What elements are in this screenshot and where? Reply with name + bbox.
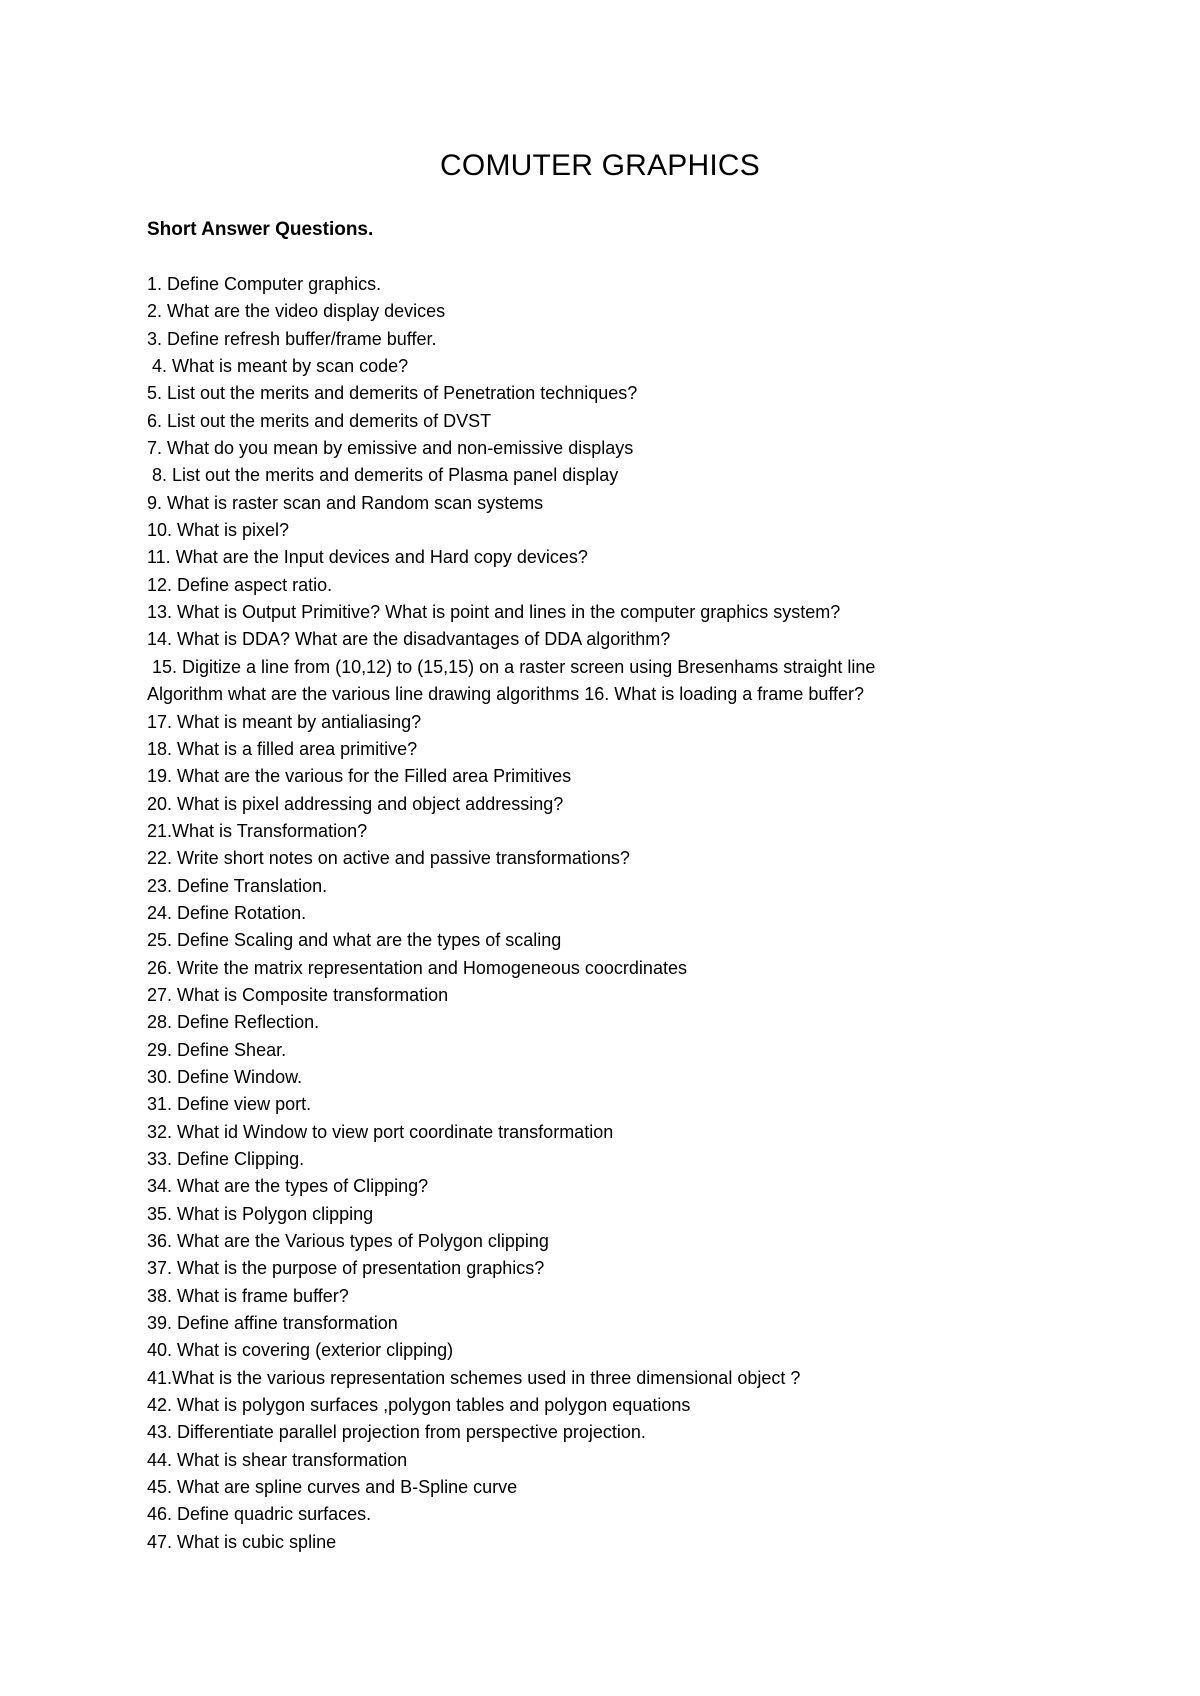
question-item: Algorithm what are the various line drawing algorithms 16. What is loading a frame buffer?	[147, 684, 865, 705]
question-item: 34. What are the types of Clipping?	[147, 1176, 429, 1197]
question-item: 42. What is polygon surfaces ,polygon tables and polygon equations	[147, 1395, 691, 1416]
question-item: 46. Define quadric surfaces.	[147, 1504, 372, 1525]
question-item: 29. Define Shear.	[147, 1039, 287, 1060]
question-item: 30. Define Window.	[147, 1066, 303, 1087]
question-item: 39. Define affine transformation	[147, 1313, 398, 1334]
question-list	[147, 271, 1147, 1556]
question-item: 44. What is shear transformation	[147, 1449, 408, 1470]
question-item: 18. What is a filled area primitive?	[147, 738, 418, 759]
question-item: 41.What is the various representation schemes used in three dimensional object ?	[147, 1367, 801, 1388]
question-item: 40. What is covering (exterior clipping)	[147, 1340, 454, 1361]
question-item: 45. What are spline curves and B-Spline curve	[147, 1477, 518, 1498]
question-item: 38. What is frame buffer?	[147, 1285, 349, 1306]
question-item: 23. Define Translation.	[147, 875, 328, 896]
question-item: 9. What is raster scan and Random scan systems	[147, 492, 544, 513]
question-item: 2. What are the video display devices	[147, 301, 446, 322]
question-item: 13. What is Output Primitive? What is point and lines in the computer graphics system?	[147, 602, 841, 623]
question-item: 20. What is pixel addressing and object addressing?	[147, 793, 564, 814]
question-item: 17. What is meant by antialiasing?	[147, 711, 422, 732]
question-item: 8. List out the merits and demerits of Plasma panel display	[147, 465, 619, 486]
document-title: COMUTER GRAPHICS	[440, 149, 760, 182]
question-item: 6. List out the merits and demerits of DVST	[147, 410, 492, 431]
question-item: 24. Define Rotation.	[147, 902, 307, 923]
question-item: 15. Digitize a line from (10,12) to (15,15) on a raster screen using Bresenhams straight line	[147, 656, 876, 677]
question-item: 7. What do you mean by emissive and non-emissive displays	[147, 438, 634, 459]
question-item: 5. List out the merits and demerits of Penetration techniques?	[147, 383, 638, 404]
section-heading: Short Answer Questions.	[147, 219, 374, 240]
question-item: 47. What is cubic spline	[147, 1531, 337, 1552]
question-item: 35. What is Polygon clipping	[147, 1203, 374, 1224]
question-item: 27. What is Composite transformation	[147, 984, 449, 1005]
question-item: 26. Write the matrix representation and Homogeneous coocrdinates	[147, 957, 687, 978]
question-item: 21.What is Transformation?	[147, 820, 368, 841]
question-item: 25. Define Scaling and what are the types of scaling	[147, 930, 562, 951]
question-item: 28. Define Reflection.	[147, 1012, 320, 1033]
question-item: 31. Define view port.	[147, 1094, 312, 1115]
question-item: 33. Define Clipping.	[147, 1149, 305, 1169]
question-item: 36. What are the Various types of Polygon clipping	[147, 1231, 549, 1252]
question-item: 11. What are the Input devices and Hard copy devices?	[147, 547, 588, 568]
question-item: 1. Define Computer graphics.	[147, 274, 382, 294]
question-item: 12. Define aspect ratio.	[147, 574, 333, 595]
question-item: 32. What id Window to view port coordinate transformation	[147, 1121, 614, 1142]
question-item: 4. What is meant by scan code?	[147, 356, 409, 377]
question-item: 19. What are the various for the Filled area Primitives	[147, 766, 572, 787]
question-item: 3. Define refresh buffer/frame buffer.	[147, 328, 437, 349]
question-item: 22. Write short notes on active and passive transformations?	[147, 848, 630, 869]
question-item: 43. Differentiate parallel projection from perspective projection.	[147, 1422, 646, 1443]
question-item: 37. What is the purpose of presentation graphics?	[147, 1258, 545, 1279]
question-item: 10. What is pixel?	[147, 520, 290, 541]
question-item: 14. What is DDA? What are the disadvantages of DDA algorithm?	[147, 629, 671, 650]
